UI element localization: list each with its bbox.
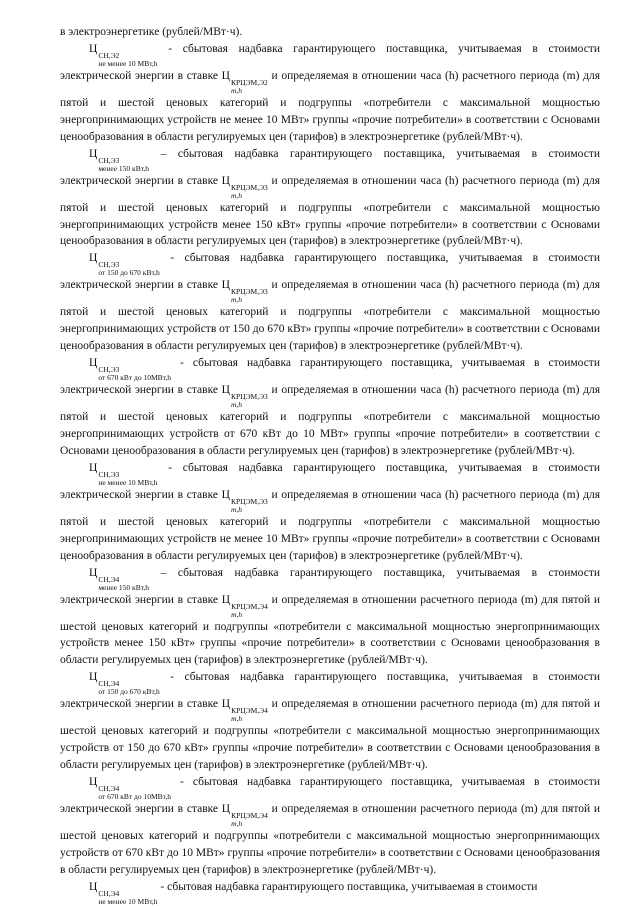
definition-paragraph: [60, 879, 600, 906]
rate-superscript: КРЦЭМ,Э4: [231, 601, 268, 611]
markup-symbol: [89, 879, 158, 906]
definition-text-continued: и определяемая в отношении расчетного периода (m) для пятой и шестой ценовых категорий и подгруппы «потребители с максимальной мощностью энергопринимающих устройств от 150 до 670 кВт» группы «прочие потребители» в соответствии с Основами ценообразования в области регулируемых цен (тарифов) в электроэнергетике (рублей/МВт·ч).: [60, 698, 600, 772]
symbol-base: Ц: [89, 461, 98, 474]
definition-text: - сбытовая надбавка гарантирующего поставщика, учитываемая в стоимости электрической энергии в ставке: [60, 671, 600, 711]
rate-symbol: [222, 68, 268, 95]
rate-subscript: m,h: [230, 504, 243, 514]
rate-superscript: КРЦЭМ,Э4: [231, 810, 268, 820]
markup-symbol: [89, 250, 160, 277]
definition-text: - сбытовая надбавка гарантирующего поставщика, учитываемая в стоимости электрической энергии в ставке: [60, 461, 600, 501]
definition-text: – сбытовая надбавка гарантирующего поставщика, учитываемая в стоимости электрической энергии в ставке: [60, 147, 600, 187]
rate-subscript: m,h: [231, 609, 243, 619]
symbol-indices: [98, 157, 149, 173]
rate-symbol: [222, 487, 268, 514]
definition-text-continued: и определяемая в отношении расчетного периода (m) для пятой и шестой ценовых категорий и подгруппы «потребители с максимальной мощностью энергопринимающих устройств менее 150 кВт» группы «прочие потребители» в соответствии с Основами ценообразования в области регулируемых цен (тарифов) в электроэнергетике (рублей/МВт·ч).: [60, 593, 600, 667]
definition-paragraph: [60, 41, 600, 146]
symbol-subscript: менее 150 кВт,h: [98, 582, 150, 592]
rate-symbol: [222, 592, 268, 619]
definition-text: – сбытовая надбавка гарантирующего поставщика, учитываемая в стоимости электрической энергии в ставке: [60, 566, 600, 606]
rate-indices: [231, 393, 268, 409]
definition-text: - сбытовая надбавка гарантирующего поставщика, учитываемая в стоимости электрической энергии в ставке: [60, 357, 600, 397]
rate-subscript: m,h: [230, 400, 243, 410]
rate-symbol-base: Ц: [221, 384, 230, 397]
symbol-indices: [98, 785, 171, 801]
rate-indices: [231, 812, 268, 828]
symbol-superscript: СН,Э3: [98, 365, 120, 375]
rate-indices: [231, 184, 268, 200]
rate-subscript: m,h: [230, 190, 243, 200]
symbol-superscript: СН,Э4: [98, 888, 120, 898]
rate-superscript: КРЦЭМ,Э3: [230, 287, 268, 297]
symbol-superscript: СН,Э3: [98, 260, 120, 270]
symbol-indices: [98, 261, 159, 277]
symbol-base: Ц: [89, 880, 98, 893]
markup-symbol: [89, 565, 149, 592]
symbol-indices: [98, 366, 171, 382]
symbol-indices: [98, 471, 157, 487]
definition-text-continued: и определяемая в отношении расчетного периода (m) для пятой и шестой ценовых категорий и подгруппы «потребители с максимальной мощностью энергопринимающих устройств от 670 кВт до 10 МВт» группы «прочие потребители» в соответствии с Основами ценообразования в области регулируемых цен (тарифов) в электроэнергетике (рублей/МВт·ч).: [60, 802, 600, 876]
definition-text: - сбытовая надбавка гарантирующего поставщика, учитываемая в стоимости: [157, 880, 538, 893]
symbol-subscript: от 670 кВт до 10МВт,h: [98, 373, 171, 383]
definition-paragraph: [60, 146, 600, 251]
definition-text-continued: и определяемая в отношении часа (h) расчетного периода (m) для пятой и шестой ценовых категорий и подгруппы «потребители с максимальной мощностью энергопринимающих устройств не менее 10 МВт» группы «прочие потребители» в соответствии с Основами ценообразования в области регулируемых цен (тарифов) в электроэнергетике (рублей/МВт·ч).: [60, 488, 600, 562]
rate-subscript: m,h: [231, 714, 243, 724]
symbol-base: Ц: [89, 252, 98, 265]
rate-superscript: КРЦЭМ,Э3: [230, 496, 268, 506]
rate-indices: [231, 288, 268, 304]
rate-symbol-base: Ц: [221, 174, 230, 187]
symbol-base: Ц: [89, 775, 98, 788]
rate-symbol-base: Ц: [221, 69, 230, 82]
definition-text: - сбытовая надбавка гарантирующего поставщика, учитываемая в стоимости электрической энергии в ставке: [60, 252, 600, 292]
rate-subscript: m,h: [231, 818, 243, 828]
intro-line: в электроэнергетике (рублей/МВт·ч).: [60, 26, 243, 38]
symbol-subscript: от 670 кВт до 10МВт,h: [98, 791, 171, 801]
symbol-base: Ц: [89, 357, 98, 370]
symbol-superscript: СН,Э4: [98, 783, 120, 793]
symbol-superscript: СН,Э3: [98, 469, 120, 479]
rate-symbol: [222, 382, 268, 409]
symbol-indices: [98, 576, 149, 592]
symbol-superscript: СН,Э3: [98, 155, 120, 165]
rate-symbol-base: Ц: [221, 279, 230, 292]
symbol-subscript: от 150 до 670 кВт,h: [98, 268, 160, 278]
symbol-superscript: СН,Э2: [98, 50, 120, 60]
rate-superscript: КРЦЭМ,Э2: [230, 77, 268, 87]
markup-symbol: [89, 146, 149, 173]
rate-symbol-base: Ц: [221, 698, 231, 711]
paragraph-list: [60, 41, 600, 906]
definition-text-continued: и определяемая в отношении часа (h) расчетного периода (m) для пятой и шестой ценовых категорий и подгруппы «потребители с максимальной мощностью энергопринимающих устройств от 670 кВт до 10 МВт» группы «прочие потребители» в соответствии с Основами ценообразования в области регулируемых цен (тарифов) в электроэнергетике (рублей/МВт·ч).: [60, 384, 600, 457]
rate-subscript: m,h: [230, 85, 243, 95]
rate-superscript: КРЦЭМ,Э3: [230, 182, 268, 192]
symbol-subscript: от 150 до 670 кВт,h: [98, 687, 160, 697]
markup-symbol: [89, 669, 160, 696]
definition-text-continued: и определяемая в отношении часа (h) расчетного периода (m) для пятой и шестой ценовых категорий и подгруппы «потребители с максимальной мощностью энергопринимающих устройств менее 150 кВт» группы «прочие потребители» в соответствии с Основами ценообразования в области регулируемых цен (тарифов) в электроэнергетике (рублей/МВт·ч).: [60, 174, 600, 248]
markup-symbol: [89, 41, 158, 68]
rate-symbol: [222, 696, 268, 723]
symbol-superscript: СН,Э4: [98, 574, 120, 584]
rate-superscript: КРЦЭМ,Э3: [230, 392, 268, 402]
rate-subscript: m,h: [230, 295, 243, 305]
symbol-indices: [98, 52, 157, 68]
markup-symbol: [89, 460, 158, 487]
symbol-subscript: не менее 10 МВт,h: [98, 477, 158, 487]
definition-paragraph: [60, 250, 600, 355]
symbol-base: Ц: [89, 42, 98, 55]
rate-indices: [231, 707, 268, 723]
symbol-indices: [98, 680, 159, 696]
rate-symbol: [222, 801, 268, 828]
rate-symbol: [222, 173, 268, 200]
symbol-superscript: СН,Э4: [98, 679, 120, 689]
definition-paragraph: [60, 460, 600, 565]
definition-text-continued: и определяемая в отношении часа (h) расчетного периода (m) для пятой и шестой ценовых категорий и подгруппы «потребители с максимальной мощностью энергопринимающих устройств от 150 до 670 кВт» группы «прочие потребители» в соответствии с Основами ценообразования в области регулируемых цен (тарифов) в электроэнергетике (рублей/МВт·ч).: [60, 279, 600, 353]
symbol-base: Ц: [89, 566, 98, 579]
definition-text: - сбытовая надбавка гарантирующего поставщика, учитываемая в стоимости электрической энергии в ставке: [60, 42, 600, 82]
symbol-subscript: не менее 10 МВт,h: [98, 896, 158, 906]
markup-symbol: [89, 355, 171, 382]
symbol-subscript: менее 150 кВт,h: [98, 163, 150, 173]
symbol-indices: [98, 890, 157, 906]
rate-symbol: [222, 277, 268, 304]
symbol-subscript: не менее 10 МВт,h: [98, 58, 158, 68]
rate-indices: [231, 79, 268, 95]
rate-symbol-base: Ц: [221, 802, 231, 815]
definition-paragraph: [60, 669, 600, 774]
definition-paragraph: [60, 774, 600, 879]
rate-indices: [231, 498, 268, 514]
symbol-base: Ц: [89, 147, 98, 160]
rate-symbol-base: Ц: [221, 488, 230, 501]
rate-indices: [231, 603, 268, 619]
rate-symbol-base: Ц: [221, 593, 231, 606]
definition-paragraph: [60, 355, 600, 460]
definition-text-continued: и определяемая в отношении часа (h) расчетного периода (m) для пятой и шестой ценовых категорий и подгруппы «потребители с максимальной мощностью энергопринимающих устройств не менее 10 МВт» группы «прочие потребители» в соответствии с Основами ценообразования в области регулируемых цен (тарифов) в электроэнергетике (рублей/МВт·ч).: [60, 69, 600, 143]
rate-superscript: КРЦЭМ,Э4: [231, 706, 268, 716]
symbol-base: Ц: [89, 671, 98, 684]
definition-text: - сбытовая надбавка гарантирующего поставщика, учитываемая в стоимости электрической энергии в ставке: [60, 775, 600, 815]
definition-paragraph: [60, 565, 600, 670]
markup-symbol: [89, 774, 171, 801]
